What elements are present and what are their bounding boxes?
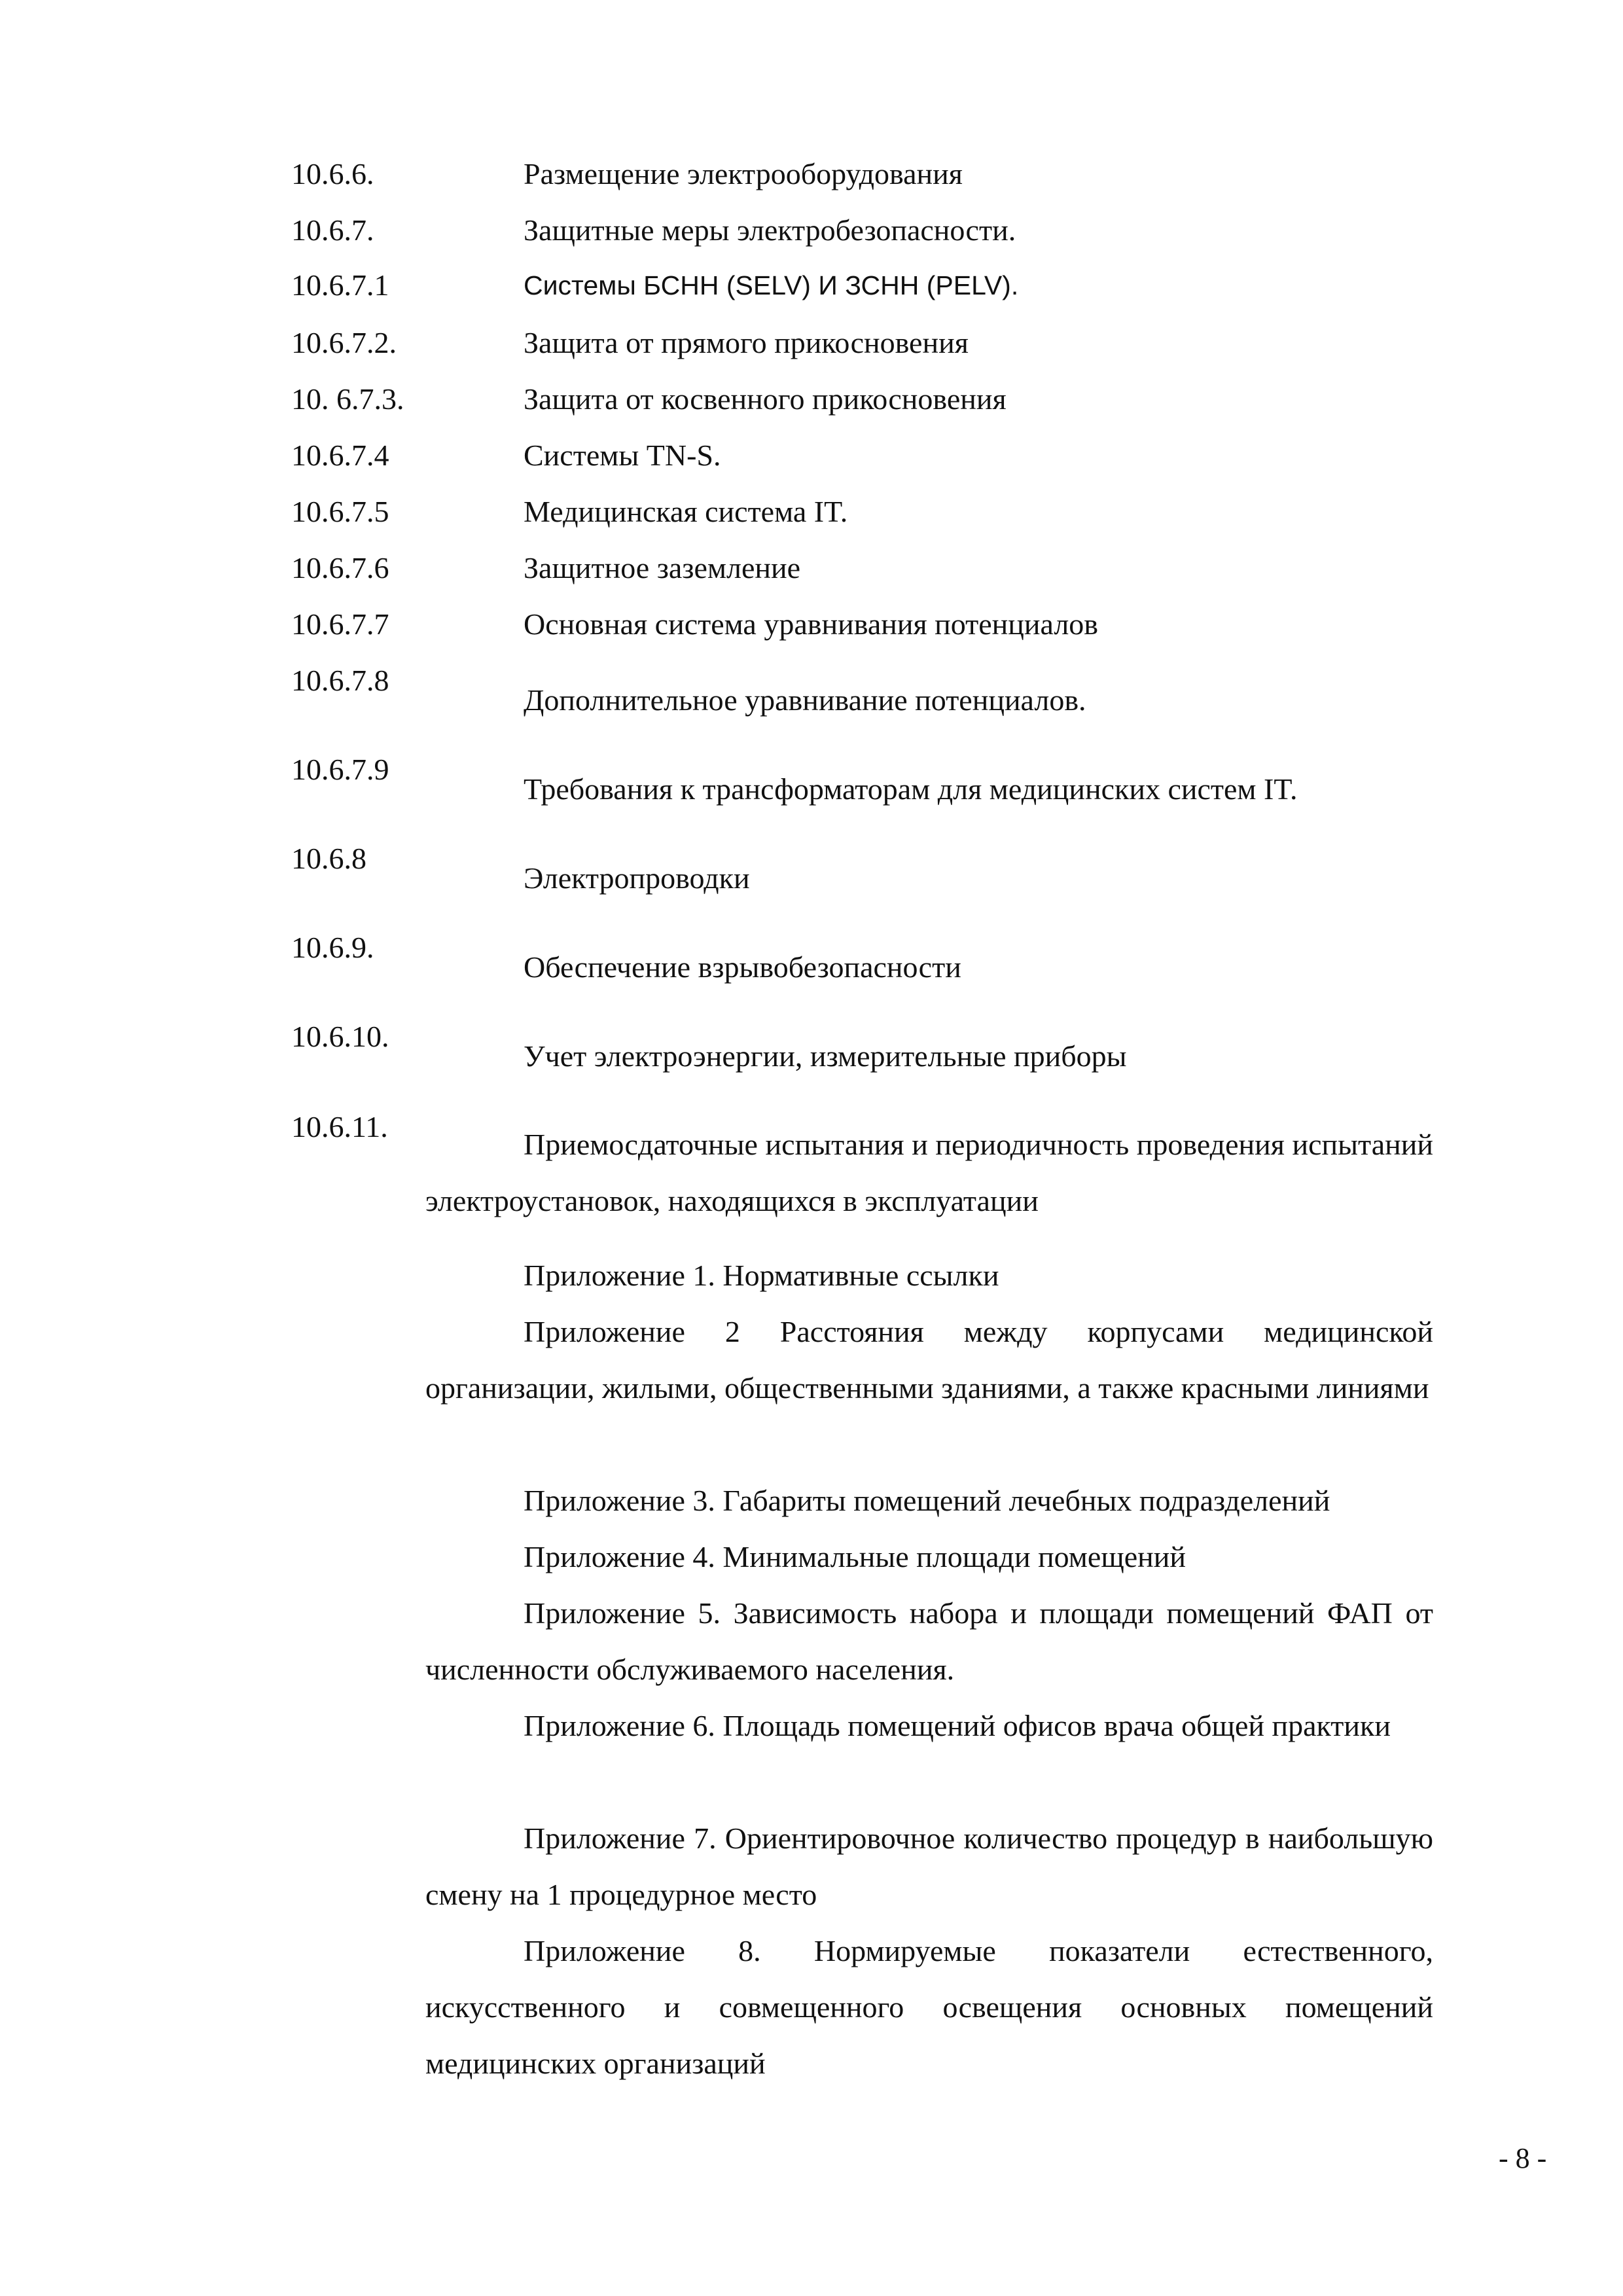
toc-title: Системы TN-S.	[524, 439, 721, 472]
toc-title: Защита от косвенного прикосновения	[524, 382, 1007, 416]
toc-number: 10.6.7.4	[291, 439, 389, 472]
toc-title: Системы БСНН (SELV) И ЗСНН (PELV).	[524, 270, 1019, 300]
toc-number: 10.6.10.	[291, 1020, 389, 1053]
appendix-entry: Приложение 7. Ориентировочное количество процедур в наибольшую смену на 1 процедурное место	[425, 1821, 1433, 1911]
toc-number: 10.6.7.7	[291, 607, 389, 641]
toc-number: 10.6.7.9	[291, 753, 389, 786]
toc-title: Защита от прямого прикосновения	[524, 326, 969, 359]
toc-title: Размещение электрооборудования	[524, 157, 963, 190]
toc-number: 10.6.9.	[291, 931, 374, 964]
appendix-entry: Приложение 4. Минимальные площади помещений	[524, 1540, 1186, 1573]
toc-title: Учет электроэнергии, измерительные приборы	[524, 1039, 1127, 1073]
page-number: - 8 -	[1499, 2142, 1547, 2174]
appendix-entry: Приложение 2 Расстояния между корпусами медицинской организации, жилыми, общественными зданиями, а также красными линиями	[425, 1315, 1433, 1405]
toc-title: Защитное заземление	[524, 551, 801, 584]
toc-title: Электропроводки	[524, 861, 750, 895]
appendix-entry: Приложение 5. Зависимость набора и площади помещений ФАП от численности обслуживаемого населения.	[425, 1596, 1433, 1686]
appendix-entry: Приложение 6. Площадь помещений офисов врача общей практики	[524, 1709, 1391, 1742]
toc-number: 10.6.7.6	[291, 551, 389, 584]
toc-number: 10.6.7.2.	[291, 326, 397, 359]
toc-title: Основная система уравнивания потенциалов	[524, 607, 1099, 641]
toc-title: Приемосдаточные испытания и периодичность проведения испытаний электроустановок, находящихся в эксплуатации	[425, 1128, 1433, 1217]
toc-number: 10.6.7.	[291, 213, 374, 247]
toc-number: 10.6.7.5	[291, 495, 389, 528]
appendix-entry: Приложение 8. Нормируемые показатели естественного, искусственного и совмещенного освещения основных помещений медицинских организаций	[425, 1934, 1433, 2080]
toc-title: Медицинская система IT.	[524, 495, 848, 528]
toc-number: 10.6.8	[291, 842, 366, 875]
toc-number: 10.6.7.8	[291, 664, 389, 697]
toc-number: 10. 6.7.3.	[291, 382, 404, 416]
toc-title: Обеспечение взрывобезопасности	[524, 950, 961, 984]
toc-number: 10.6.6.	[291, 157, 374, 190]
toc-title: Требования к трансформаторам для медицинских систем IT.	[524, 772, 1298, 806]
toc-title: Защитные меры электробезопасности.	[524, 213, 1016, 247]
appendix-entry: Приложение 3. Габариты помещений лечебных подразделений	[524, 1484, 1330, 1517]
toc-title: Дополнительное уравнивание потенциалов.	[524, 683, 1086, 717]
toc-number: 10.6.11.	[291, 1110, 388, 1143]
toc-number: 10.6.7.1	[291, 268, 389, 302]
appendix-entry: Приложение 1. Нормативные ссылки	[524, 1259, 999, 1292]
